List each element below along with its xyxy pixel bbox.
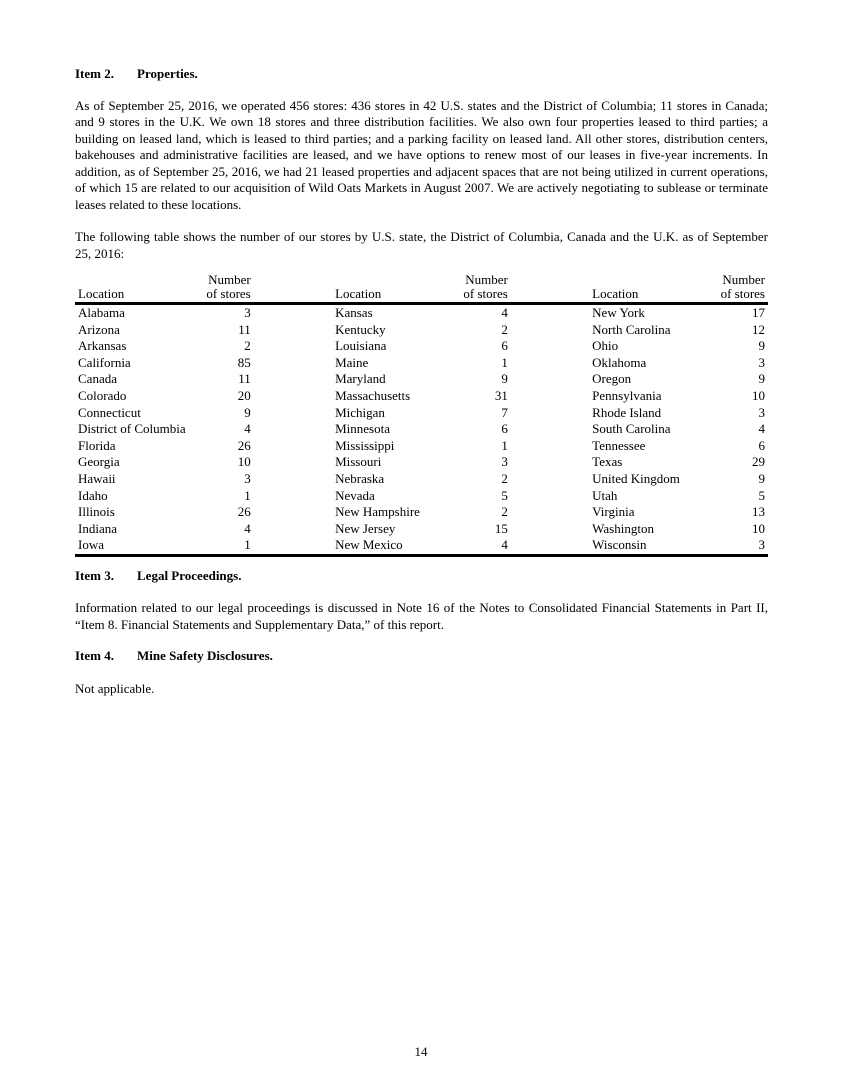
table-row	[75, 504, 768, 521]
location-cell: Virginia	[592, 504, 635, 520]
table-intro-paragraph: The following table shows the number of our stores by U.S. state, the District of Columbia, Canada and the U.K. as of September 25, 2016:	[75, 229, 768, 261]
location-cell: Missouri	[335, 454, 382, 470]
store-count-cell: 3	[758, 404, 765, 420]
store-count-cell: 2	[244, 338, 251, 354]
page-number: 14	[414, 1044, 428, 1059]
store-count-cell: 2	[501, 470, 508, 486]
location-cell: Minnesota	[335, 421, 390, 437]
store-count-cell: 9	[758, 338, 765, 354]
store-count-cell: 6	[758, 437, 765, 453]
store-count-cell: 3	[244, 470, 251, 486]
location-cell: New Jersey	[335, 520, 396, 536]
location-cell: Rhode Island	[592, 404, 662, 420]
location-cell: Maryland	[335, 371, 386, 387]
location-cell: Utah	[592, 487, 618, 503]
location-cell: Canada	[78, 371, 117, 387]
location-cell: Washington	[592, 520, 654, 536]
store-count-cell: 85	[237, 354, 251, 370]
location-cell: Kansas	[335, 305, 373, 320]
table-row	[75, 438, 768, 455]
item3-number: Item 3.	[75, 567, 114, 583]
location-cell: Nebraska	[335, 470, 385, 486]
location-cell: Alabama	[78, 305, 125, 320]
location-cell: Indiana	[78, 520, 117, 536]
store-count-cell: 13	[752, 504, 765, 520]
stores-by-location-table	[75, 273, 768, 557]
location-cell: Iowa	[78, 537, 104, 553]
store-count-cell: 3	[758, 354, 765, 370]
store-count-cell: 11	[238, 321, 251, 337]
store-count-cell: 29	[752, 454, 765, 470]
location-cell: Illinois	[78, 504, 115, 520]
store-count-cell: 2	[501, 321, 508, 337]
store-count-cell: 9	[501, 371, 508, 387]
location-cell: New York	[592, 305, 645, 320]
store-count-cell: 1	[501, 437, 508, 453]
store-count-cell: 26	[237, 504, 251, 520]
store-count-cell: 20	[237, 387, 251, 403]
column-header-location: Location	[78, 286, 125, 301]
table-row	[75, 421, 768, 438]
location-cell: Nevada	[335, 487, 375, 503]
item3-title: Legal Proceedings.	[137, 567, 242, 583]
mine-safety-paragraph: Not applicable.	[75, 680, 155, 696]
store-count-cell: 31	[494, 387, 508, 403]
location-cell: Connecticut	[78, 404, 141, 420]
store-count-cell: 6	[501, 338, 508, 354]
location-cell: District of Columbia	[78, 421, 186, 437]
table-row	[75, 471, 768, 488]
store-count-cell: 3	[244, 305, 251, 320]
store-count-cell: 3	[758, 537, 765, 553]
store-count-cell: 15	[494, 520, 508, 536]
table-row	[75, 405, 768, 422]
store-count-cell: 11	[238, 371, 251, 387]
column-header-number-of-stores: Number of stores	[463, 272, 508, 301]
item2-title: Properties.	[137, 66, 198, 81]
table-row	[75, 521, 768, 538]
location-cell: Arkansas	[78, 338, 127, 354]
location-cell: Wisconsin	[592, 537, 647, 553]
item3-heading	[75, 568, 768, 585]
store-count-cell: 10	[752, 387, 765, 403]
location-cell: Oklahoma	[592, 354, 647, 370]
location-cell: Oregon	[592, 371, 632, 387]
location-cell: New Hampshire	[335, 504, 420, 520]
location-cell: Idaho	[78, 487, 108, 503]
location-cell: Arizona	[78, 321, 120, 337]
table-header-row	[75, 273, 768, 304]
table-row	[75, 338, 768, 355]
location-cell: Michigan	[335, 404, 385, 420]
document-page	[75, 66, 768, 697]
store-count-cell: 4	[244, 421, 251, 437]
table-row	[75, 454, 768, 471]
location-cell: Louisiana	[335, 338, 387, 354]
store-count-cell: 5	[758, 487, 765, 503]
legal-proceedings-paragraph: Information related to our legal proceedings is discussed in Note 16 of the Notes to Consolidated Financial Statements in Part II, “Item 8. Financial Statements and Supplementary Data,” of this report.	[75, 600, 768, 632]
store-count-cell: 4	[501, 537, 508, 553]
table-row	[75, 322, 768, 339]
location-cell: California	[78, 354, 131, 370]
table-row	[75, 488, 768, 505]
store-count-cell: 12	[752, 321, 765, 337]
column-header-location: Location	[592, 286, 639, 301]
store-count-cell: 10	[752, 520, 765, 536]
store-count-cell: 9	[758, 470, 765, 486]
location-cell: United Kingdom	[592, 470, 680, 486]
location-cell: Tennessee	[592, 437, 646, 453]
item2-heading	[75, 66, 768, 83]
location-cell: Colorado	[78, 387, 127, 403]
location-cell: South Carolina	[592, 421, 671, 437]
store-count-cell: 1	[244, 537, 251, 553]
table-body	[75, 304, 768, 556]
store-count-cell: 6	[501, 421, 508, 437]
item4-title: Mine Safety Disclosures.	[137, 648, 273, 664]
store-count-cell: 26	[237, 437, 251, 453]
store-count-cell: 2	[501, 504, 508, 520]
location-cell: Ohio	[592, 338, 619, 354]
properties-paragraph: As of September 25, 2016, we operated 456 stores: 436 stores in 42 U.S. states and the District of Columbia; 11 stores in Canada; and 9 stores in the U.K. We own 18 stores and three distribution facilities. We also own four properties leased to third parties; a building on leased land, which is leased to third parties; and a parking facility on leased land. All other stores, distribution centers, bakehouses and administrative facilities are leased, and we have options to renew most of our leases in five-year increments. In addition, as of September 25, 2016, we had 21 leased properties and adjacent spaces that are not being utilized in current operations, of which 15 are related to our acquisition of Wild Oats Markets in August 2007. We are actively negotiating to sublease or terminate leases related to these locations.	[75, 97, 768, 212]
store-count-cell: 1	[244, 487, 251, 503]
table-row	[75, 355, 768, 372]
column-header-number-of-stores: Number of stores	[206, 272, 251, 301]
location-cell: Georgia	[78, 454, 120, 470]
column-header-number-of-stores: Number of stores	[720, 272, 765, 301]
item2-number: Item 2.	[75, 66, 114, 81]
location-cell: Pennsylvania	[592, 387, 662, 403]
table-row	[75, 371, 768, 388]
location-cell: Hawaii	[78, 470, 116, 486]
location-cell: Massachusetts	[335, 387, 411, 403]
location-cell: Kentucky	[335, 321, 386, 337]
location-cell: Florida	[78, 437, 116, 453]
store-count-cell: 9	[244, 404, 251, 420]
store-count-cell: 7	[501, 404, 508, 420]
store-count-cell: 1	[501, 354, 508, 370]
store-count-cell: 3	[501, 454, 508, 470]
table-row	[75, 388, 768, 405]
location-cell: Maine	[335, 354, 369, 370]
store-count-cell: 10	[237, 454, 251, 470]
store-count-cell: 4	[758, 421, 765, 437]
store-count-cell: 4	[501, 305, 508, 320]
location-cell: Mississippi	[335, 437, 395, 453]
location-cell: Texas	[592, 454, 623, 470]
item4-number: Item 4.	[75, 648, 114, 664]
table-row	[75, 537, 768, 555]
store-count-cell: 17	[752, 305, 765, 320]
column-header-location: Location	[335, 286, 382, 301]
location-cell: North Carolina	[592, 321, 671, 337]
store-count-cell: 9	[758, 371, 765, 387]
table-row	[75, 304, 768, 322]
item4-heading	[75, 648, 768, 665]
store-count-cell: 4	[244, 520, 251, 536]
location-cell: New Mexico	[335, 537, 403, 553]
store-count-cell: 5	[501, 487, 508, 503]
